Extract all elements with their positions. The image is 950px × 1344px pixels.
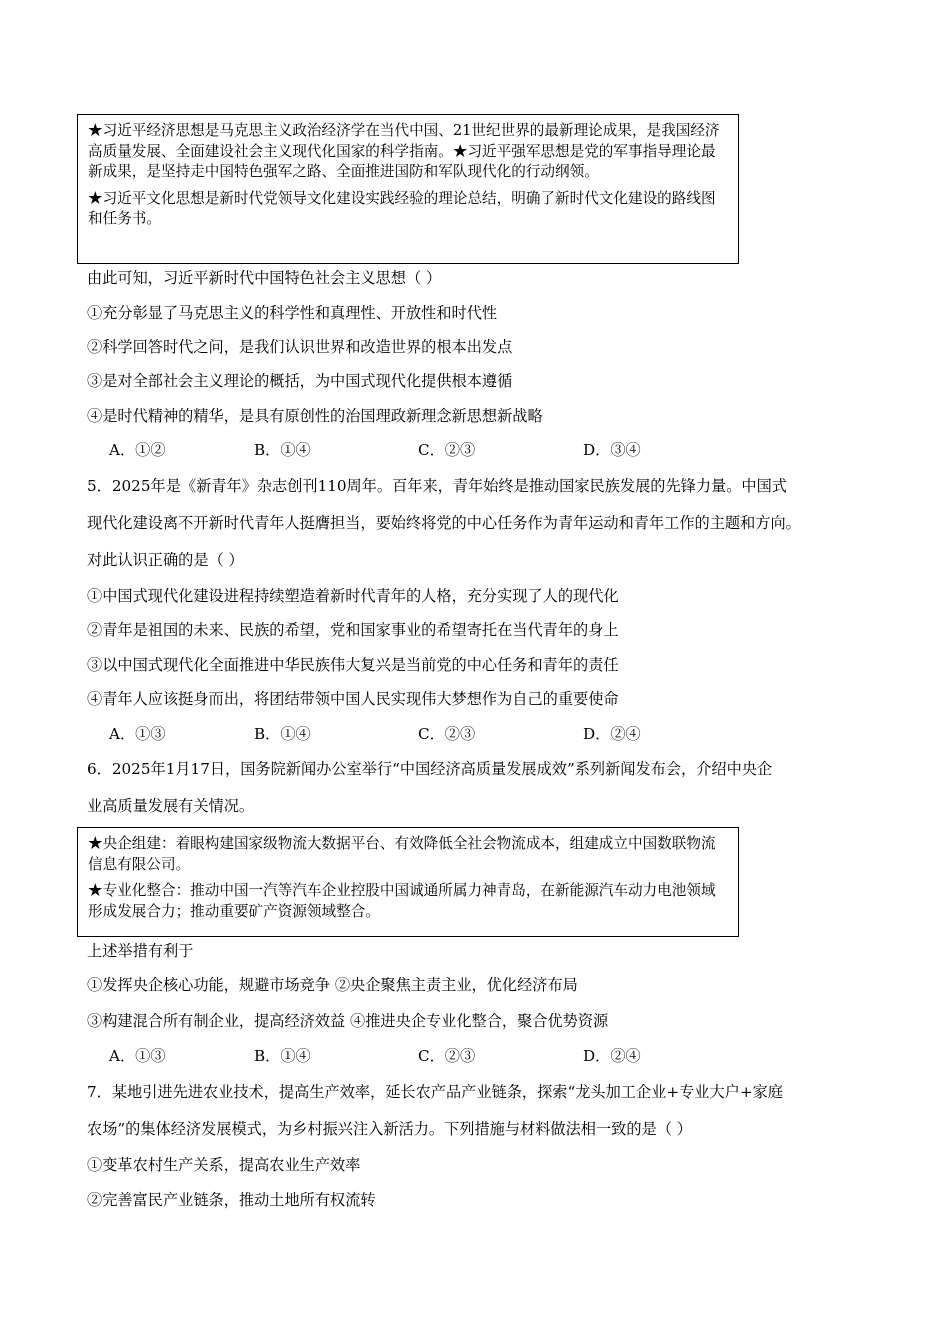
- q4-option-c[interactable]: C．②③: [418, 441, 476, 459]
- q5-option-d[interactable]: D．②④: [583, 725, 641, 743]
- q5-option-a[interactable]: A．①③: [109, 725, 166, 743]
- q5-item-1: ①中国式现代化建设进程持续塑造着新时代青年的人格，充分实现了人的现代化: [87, 587, 619, 605]
- q5-item-3: ③以中国式现代化全面推进中华民族伟大复兴是当前党的中心任务和青年的责任: [87, 656, 619, 674]
- material-box-1: [77, 114, 739, 264]
- q4-item-1: ①充分彰显了马克思主义的科学性和真理性、开放性和时代性: [87, 304, 498, 322]
- q4-option-a[interactable]: A．①②: [109, 441, 166, 459]
- material-box-2: [77, 827, 739, 937]
- q6-option-d[interactable]: D．②④: [583, 1047, 641, 1065]
- q5-option-b[interactable]: B．①④: [254, 725, 311, 743]
- q7-stem-line-1: 7．某地引进先进农业技术，提高生产效率，延长农产品产业链条，探索“龙头加工企业+专业大户+家庭: [87, 1083, 783, 1101]
- material-box-1-para-2: ★习近平文化思想是新时代党领导文化建设实践经验的理论总结，明确了新时代文化建设的路线图和任务书。: [88, 189, 716, 227]
- q4-item-2: ②科学回答时代之问，是我们认识世界和改造世界的根本出发点: [87, 338, 513, 356]
- q4-item-4: ④是时代精神的精华，是具有原创性的治国理政新理念新思想新战略: [87, 407, 543, 425]
- q5-stem-line-1: 5．2025年是《新青年》杂志创刊110周年。百年来，青年始终是推动国家民族发展的先锋力量。中国式: [87, 477, 787, 495]
- q5-stem-line-2: 现代化建设离不开新时代青年人挺膺担当，要始终将党的中心任务作为青年运动和青年工作的主题和方向。: [87, 514, 801, 532]
- q4-option-d[interactable]: D．③④: [583, 441, 641, 459]
- q6-option-b[interactable]: B．①④: [254, 1047, 311, 1065]
- q6-stem: 上述举措有利于: [87, 942, 194, 960]
- q6-stem-line-1: 6．2025年1月17日，国务院新闻办公室举行“中国经济高质量发展成效”系列新闻发布会，介绍中央企: [87, 760, 773, 778]
- q6-stem-line-2: 业高质量发展有关情况。: [87, 797, 255, 815]
- material-box-2-para-2: ★专业化整合：推动中国一汽等汽车企业控股中国诚通所属力神青岛，在新能源汽车动力电池领域形成发展合力；推动重要矿产资源领域整合。: [88, 882, 716, 920]
- q5-item-2: ②青年是祖国的未来、民族的希望，党和国家事业的希望寄托在当代青年的身上: [87, 621, 619, 639]
- q6-option-a[interactable]: A．①③: [109, 1047, 166, 1065]
- material-box-2-para-1: ★央企组建：着眼构建国家级物流大数据平台、有效降低全社会物流成本，组建成立中国数联物流信息有限公司。: [88, 835, 716, 873]
- q5-item-4: ④青年人应该挺身而出，将团结带领中国人民实现伟大梦想作为自己的重要使命: [87, 690, 619, 708]
- q7-stem-line-2: 农场”的集体经济发展模式，为乡村振兴注入新活力。下列措施与材料做法相一致的是（ ）: [87, 1120, 692, 1138]
- q7-item-1: ①变革农村生产关系，提高农业生产效率: [87, 1156, 361, 1174]
- material-box-1-para-1: ★习近平经济思想是马克思主义政治经济学在当代中国、21世纪世界的最新理论成果，是我国经济高质量发展、全面建设社会主义现代化国家的科学指南。★习近平强军思想是党的军事指导理论最新成果，是坚持走中国特色强军之路、全面推进国防和军队现代化的行动纲领。: [88, 122, 720, 180]
- q5-option-c[interactable]: C．②③: [418, 725, 476, 743]
- q4-option-b[interactable]: B．①④: [254, 441, 311, 459]
- q6-option-c[interactable]: C．②③: [418, 1047, 476, 1065]
- q4-item-3: ③是对全部社会主义理论的概括，为中国式现代化提供根本遵循: [87, 372, 513, 390]
- q6-items-row-1: ①发挥央企核心功能，规避市场竞争 ②央企聚焦主责主业，优化经济布局: [87, 976, 578, 994]
- q6-items-row-2: ③构建混合所有制企业，提高经济效益 ④推进央企专业化整合，聚合优势资源: [87, 1012, 609, 1030]
- q5-stem-line-3: 对此认识正确的是（ ）: [87, 551, 244, 569]
- q4-stem: 由此可知，习近平新时代中国特色社会主义思想（ ）: [87, 269, 442, 287]
- q7-item-2: ②完善富民产业链条，推动土地所有权流转: [87, 1191, 376, 1209]
